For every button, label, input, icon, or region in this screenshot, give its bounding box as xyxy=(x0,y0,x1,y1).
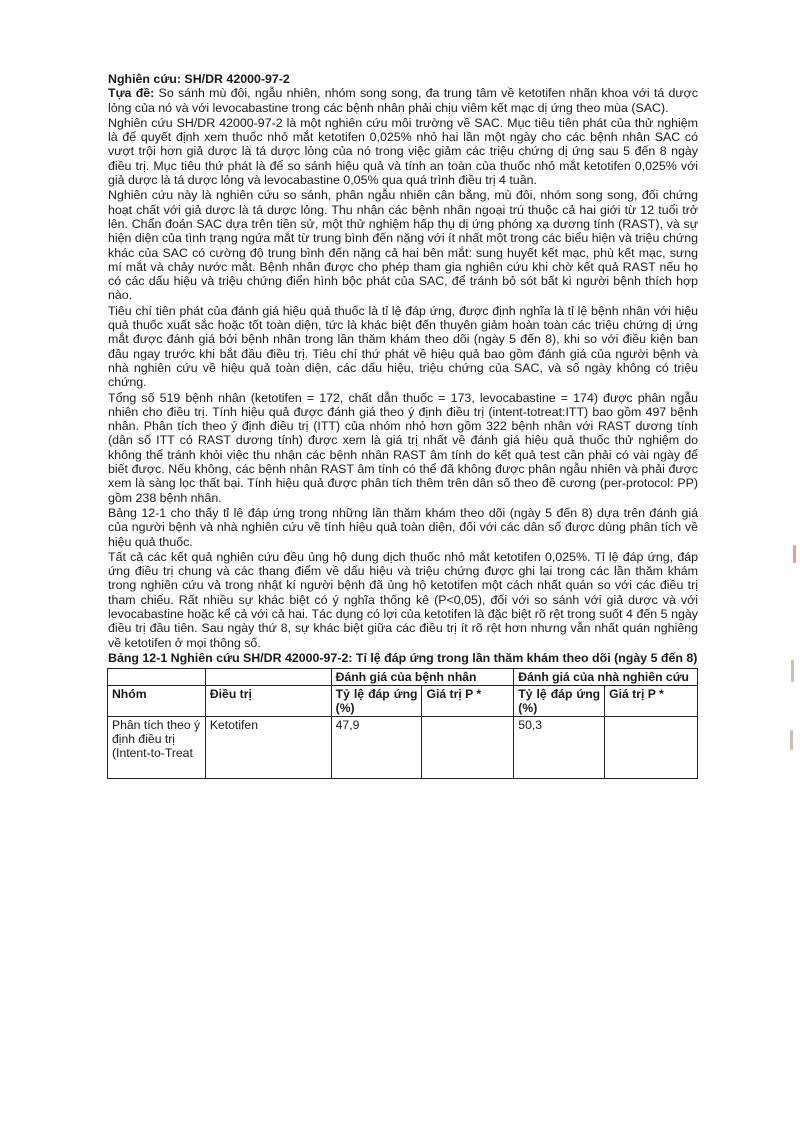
table-cell-investigator-rate: 50,3 xyxy=(514,717,605,779)
paragraph-criteria: Tiêu chí tiên phát của đánh giá hiệu quả thuốc là tỉ lệ đáp ứng, được định nghĩa là tỉ lệ bệnh nhân với hiệu quả thuốc xuất sắc hoặc tốt toàn diện, tức là khác biệt đến thuyên giảm hoàn toàn các triệu chứng dị ứng mắt được đánh giá bởi bệnh nhân trong lần thăm khám theo dõi (ngày 5 đến 8), khi so với điều kiện ban đầu ngay trước khi bắt đầu điều trị. Tiêu chí thứ phát về hiệu quả bao gồm đánh giá của người bệnh và nhà nghiên cứu về hiệu quả toàn diện, các dấu hiệu, triệu chứng của SAC, và số ngày không có triệu chứng. xyxy=(108,303,698,390)
patient-assessment-header: Đánh giá của bệnh nhân xyxy=(331,669,514,686)
patient-p-column-header: Giá trị P * xyxy=(422,686,514,717)
investigator-p-column-header: Giá trị P * xyxy=(605,686,698,717)
document-page xyxy=(108,72,698,779)
paragraph-population: Tổng số 519 bệnh nhân (ketotifen = 172, chất dẫn thuốc = 173, levocabastine = 174) được phân ngẫu nhiên cho điều trị. Tính hiệu quả được đánh giá theo ý định điều trị (intent-totreat:ITT) bao gồm 497 bệnh nhân. Phân tích theo ý định điều trị (ITT) của nhóm nhỏ hơn gồm 322 bệnh nhân với RAST dương tính (dân số ITT có RAST dương tính) được xem là giá trị nhất về đánh giá hiệu quả thuốc thử nghiệm do không thể tránh khỏi việc thu nhận các bệnh nhân RAST âm tính do kết quả test cần phải có vài ngày để biết được. Nếu không, các bệnh nhân RAST âm tính có thể đã không được phân ngẫu nhiên và phải được xem là sàng lọc thất bại. Tính hiệu quả được phân tích thêm trên dân số theo đề cương (per-protocol: PP) gồm 238 bệnh nhân. xyxy=(108,390,698,505)
paragraph-design: Nghiên cứu này là nghiên cứu so sánh, phân ngẫu nhiên cân bằng, mù đôi, nhóm song song, đối chứng hoạt chất với giả dược là tá dược lỏng. Thu nhận các bệnh nhân ngoại trú thuộc cả hai giới từ 12 tuổi trở lên. Chẩn đoán SAC dựa trên tiền sử, một thử nghiệm hấp thụ dị ứng phóng xạ dương tính (RAST), và sự hiện diện của tình trạng ngứa mắt từ trung bình đến nặng với ít nhất một trong các biểu hiện và triệu chứng khác của SAC có cường độ trung bình đến nặng cả hai bên mắt: sung huyết kết mạc, phù kết mạc, sưng mí mắt và chảy nước mắt. Bệnh nhân được cho phép tham gia nghiên cứu khi chờ kết quả RAST nếu họ có các dấu hiệu và triệu chứng điển hình bộc phát của SAC, để tránh bỏ sót bất kì người bệnh thích hợp nào. xyxy=(108,188,698,303)
title-label: Tựa đề: xyxy=(108,86,155,101)
study-title xyxy=(108,86,698,115)
response-rate-table xyxy=(107,668,698,779)
table-cell-group: Phân tích theo ý định điều trị (Intent-to-Treat xyxy=(108,717,206,779)
investigator-assessment-header: Đánh giá của nhà nghiên cứu xyxy=(514,669,698,686)
table-cell-patient-rate: 47,9 xyxy=(331,717,422,779)
table-cell-investigator-p xyxy=(605,717,698,779)
title-text: So sánh mù đôi, ngẫu nhiên, nhóm song song, đa trung tâm về ketotifen nhãn khoa với tá dược lỏng của nó và với levocabastine trong các bệnh nhân phải chịu viêm kết mạc dị ứng theo mùa (SAC). xyxy=(108,86,698,115)
table-cell-patient-p xyxy=(422,717,514,779)
patient-rate-column-header: Tỷ lệ đáp ứng (%) xyxy=(331,686,422,717)
treatment-column-header: Điều trị xyxy=(205,686,331,717)
table-blank-cell xyxy=(205,669,331,686)
paragraph-results: Tất cả các kết quả nghiên cứu đều ủng hộ dung dịch thuốc nhỏ mắt ketotifen 0,025%. Tỉ lệ đáp ứng, đáp ứng điều trị chung và các thang điểm về dấu hiệu và triệu chứng được ghi lại trong các lần thăm khám trong nghiên cứu và trong nhật kí người bệnh đã ủng hộ ketotifen một cách nhất quán so với các điều trị tham chiếu. Rất nhiều sự khác biệt có ý nghĩa thống kê (P<0,05), đối với so sánh với giả dược và với levocabastine hoặc kể cả với cả hai. Tác dụng có lợi của ketotifen là đặc biệt rõ rệt trong suốt 4 đến 5 ngày điều trị đầu tiên. Sau ngày thứ 8, sự khác biệt giữa các điều trị ít rõ rệt hơn nhưng vẫn nhất quán nghiêng về ketotifen ở mọi thông số. xyxy=(108,549,698,650)
table-group-header-row xyxy=(108,669,698,686)
scan-artifact xyxy=(791,660,794,682)
scan-artifact xyxy=(790,730,793,750)
table-row xyxy=(108,717,698,779)
scan-artifact xyxy=(793,545,796,563)
paragraph-table-intro: Bảng 12-1 cho thấy tỉ lệ đáp ứng trong những lần thăm khám theo dõi (ngày 5 đến 8) dựa trên đánh giá của người bệnh và nhà nghiên cứu về tính hiệu quả toàn diện, đối với các dân số được dùng phân tích về hiệu quả thuốc. xyxy=(108,505,698,549)
table-cell-treatment: Ketotifen xyxy=(205,717,331,779)
table-title: Bảng 12-1 Nghiên cứu SH/DR 42000-97-2: Tỉ lệ đáp ứng trong lần thăm khám theo dõi (ngày 5 đến 8) xyxy=(108,650,698,665)
investigator-rate-column-header: Tỷ lệ đáp ứng (%) xyxy=(514,686,605,717)
table-blank-cell xyxy=(108,669,206,686)
table-column-header-row xyxy=(108,686,698,717)
study-heading: Nghiên cứu: SH/DR 42000-97-2 xyxy=(108,72,290,86)
group-column-header: Nhóm xyxy=(108,686,206,717)
paragraph-objectives: Nghiên cứu SH/DR 42000-97-2 là một nghiên cứu môi trường về SAC. Mục tiêu tiên phát của thử nghiệm là để quyết định xem thuốc nhỏ mắt ketotifen 0,025% nhỏ hai lần một ngày cho các bệnh nhân SAC có vượt trội hơn giả dược là tá dược lỏng của nó trong việc giảm các triệu chứng dị ứng sau 5 đến 8 ngày điều trị. Mục tiêu thứ phát là để so sánh hiệu quả và tính an toàn của thuốc nhỏ mắt ketotifen 0,025% với giả dược là tá dược lỏng và levocabastine 0,05% qua quá trình điều trị 4 tuần. xyxy=(108,115,698,188)
